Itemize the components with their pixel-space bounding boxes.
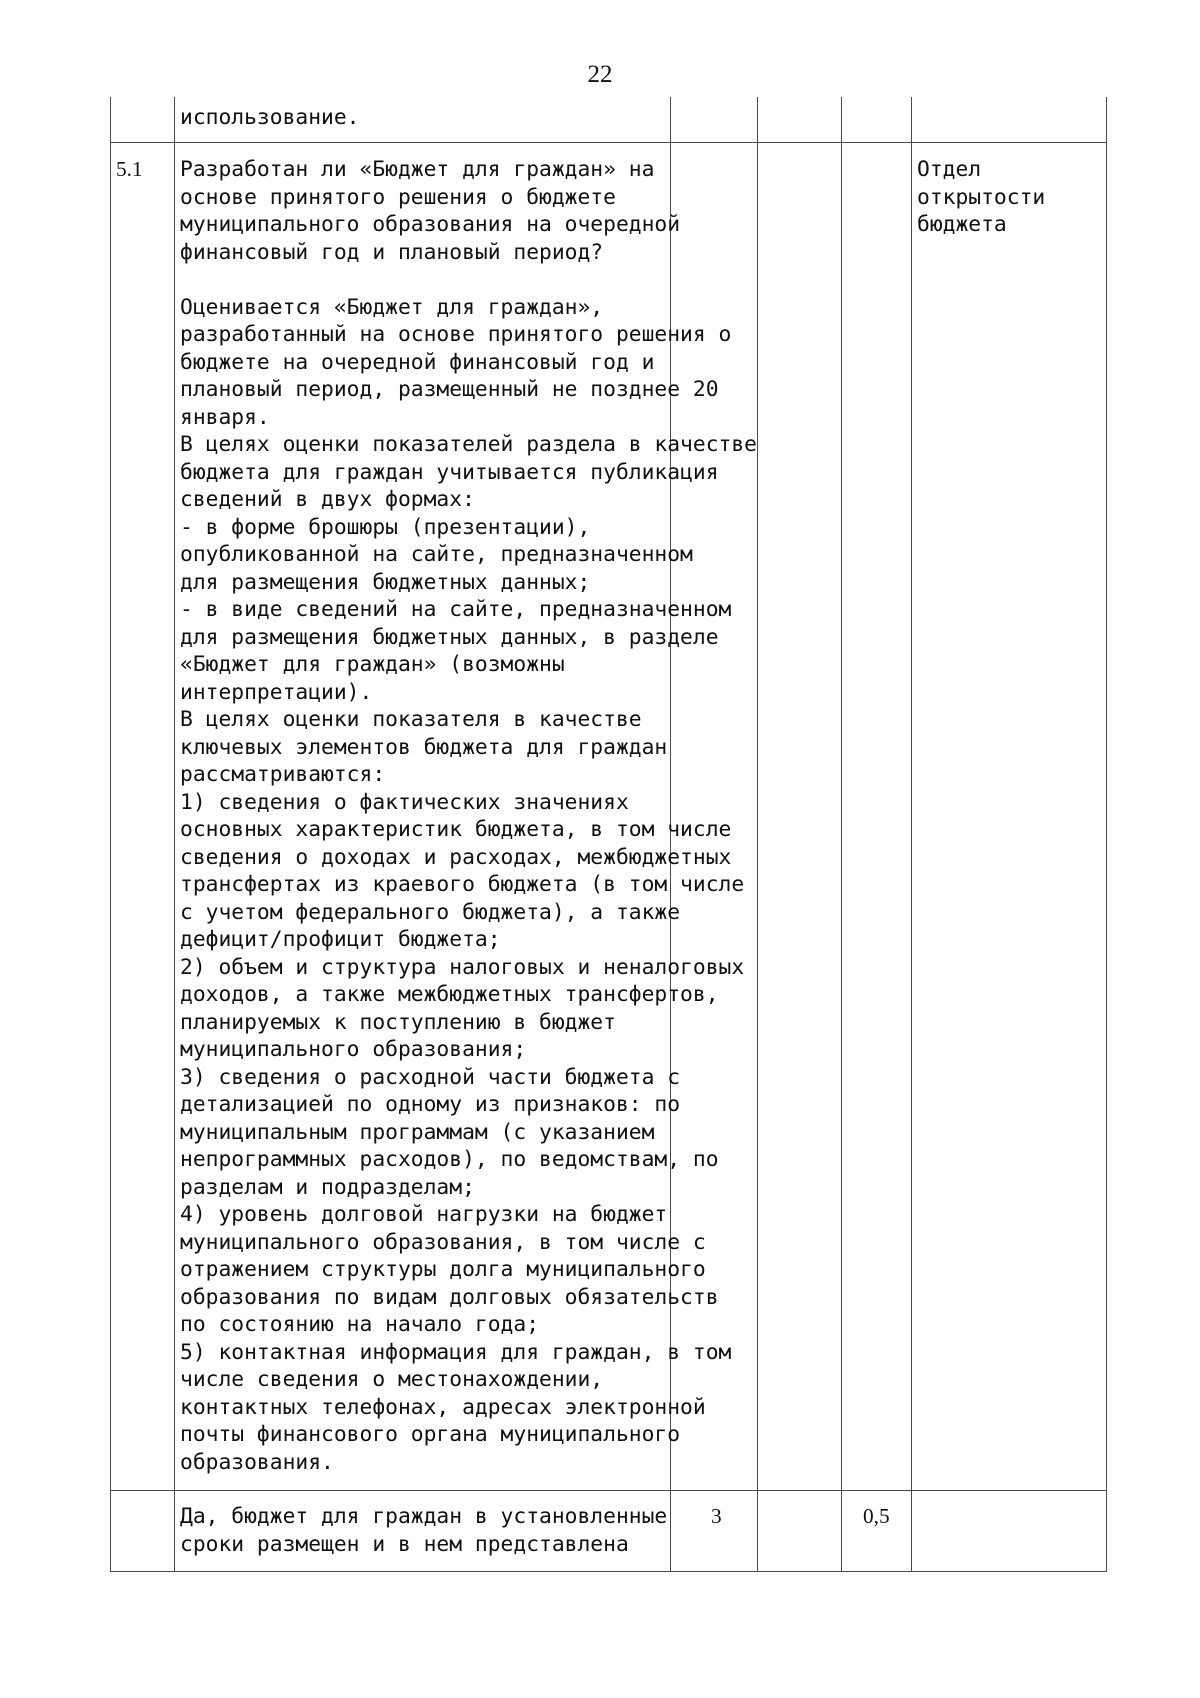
row-text: использование. — [180, 105, 360, 130]
table-border-bottom — [110, 1571, 1107, 1572]
row-separator-1 — [110, 142, 1107, 143]
row-text: Да, бюджет для граждан в установленные сроки размещен и в нем представлена — [180, 1504, 668, 1557]
table-divider-1 — [174, 97, 175, 1572]
page-number: 22 — [587, 61, 613, 88]
row-responsible: Отдел открытости бюджета — [917, 157, 1046, 237]
table-divider-3 — [757, 97, 758, 1572]
row-score: 3 — [711, 1504, 722, 1528]
table-divider-4 — [841, 97, 842, 1572]
table-divider-5 — [911, 97, 912, 1572]
row-text: Разработан ли «Бюджет для граждан» на основе принятого решения о бюджете муниципального образования на очередной финансовый год и плановый период? Оценивается «Бюджет для граждан», разработанный на основе принятого решения о бюджете на очередной финансовый год и плановый период, размещенный не позднее 20 января. В целях оценки показателей раздела в качестве бюджета для граждан учитывается публикация сведений в двух формах: - в форме брошюры (презентации), опубликованной на сайте, предназначенном для размещения бюджетных данных; - в виде сведений на сайте, предназначенном для размещения бюджетных данных, в разделе «Бюджет для граждан» (возможны интерпретации). В целях оценки показателя в качестве ключевых элементов бюджета для граждан рассматриваются: 1) сведения о фактических значениях основных характеристик бюджета, в том числе сведения о доходах и расходах, межбюджетных трансфертах из краевого бюджета (в том числе с учетом федерального бюджета), а также дефицит/профицит бюджета; 2) объем и структура налоговых и неналоговых доходов, а также межбюджетных трансфертов, планируемых к поступлению в бюджет муниципального образования; 3) сведения о расходной части бюджета с детализацией по одному из признаков: по муниципальным программам (с указанием непрограммных расходов), по ведомствам, по разделам и подразделам; 4) уровень долговой нагрузки на бюджет муниципального образования, в том числе с отражением структуры долга муниципального образования по видам долговых обязательств по состоянию на начало года; 5) контактная информация для граждан, в том числе сведения о местонахождении, контактных телефонах, адресах электронной почты финансового органа муниципального образования. — [180, 157, 757, 1475]
table-border-left — [110, 97, 111, 1572]
row-separator-2 — [110, 1490, 1107, 1491]
row-weight: 0,5 — [863, 1504, 890, 1528]
table-border-right — [1106, 97, 1107, 1572]
row-number: 5.1 — [116, 157, 143, 181]
